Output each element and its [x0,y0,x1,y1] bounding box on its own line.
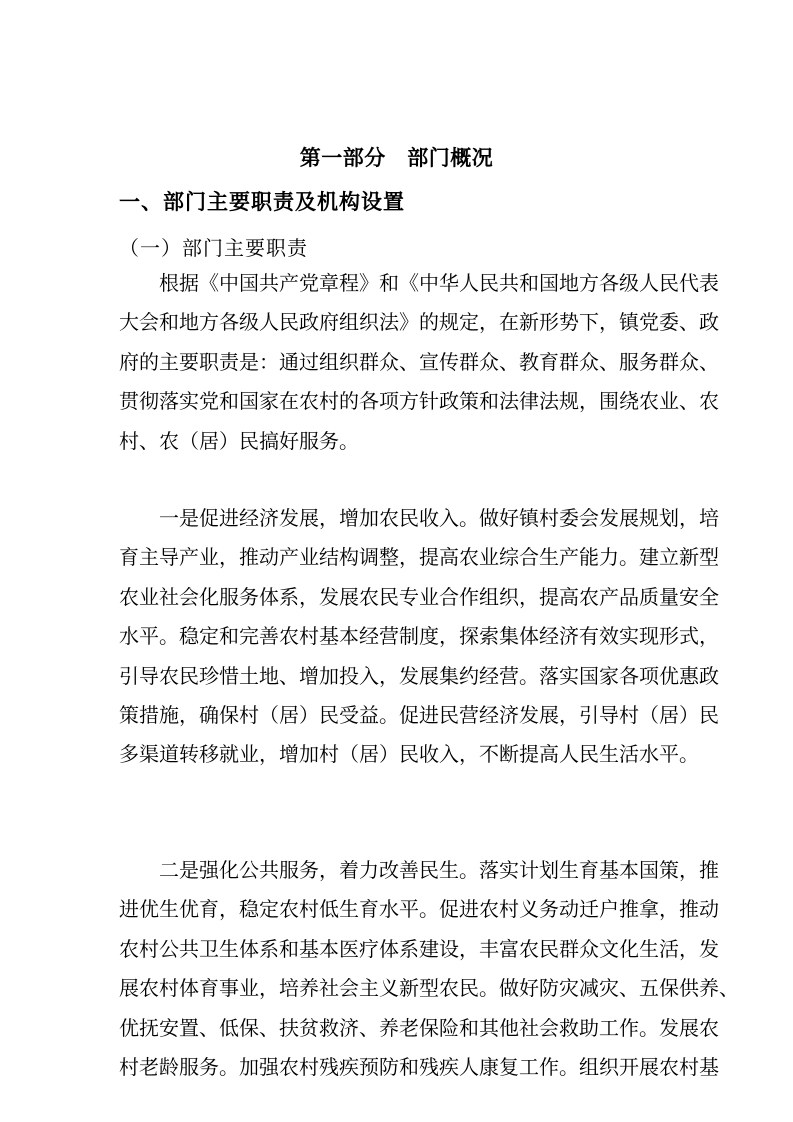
text-line: 村老龄服务。加强农村残疾预防和残疾人康复工作。组织开展农村基 [119,1054,719,1079]
text-line: 贯彻落实党和国家在农村的各项方针政策和法律法规，围绕农业、农 [119,389,719,414]
paragraph-economic-development [119,499,717,775]
text-line: 一是促进经济发展，增加农民收入。做好镇村委会发展规划，培 [159,506,719,530]
text-line: 进优生优育，稳定农村低生育水平。促进农村义务动迁户推拿，推动 [119,897,719,922]
text-line: 二是强化公共服务，着力改善民生。落实计划生育基本国策，推 [159,858,719,882]
text-line: 多渠道转移就业，增加村（居）民收入，不断提高人民生活水平。 [119,742,699,767]
paragraph-duties-intro [119,264,717,461]
text-line: 育主导产业，推动产业结构调整，提高农业综合生产能力。建立新型 [119,545,719,570]
subsection-heading: （一）部门主要职责 [119,236,308,260]
section-heading: 一、部门主要职责及机构设置 [119,190,405,214]
text-line: 大会和地方各级人民政府组织法》的规定，在新形势下，镇党委、政 [119,310,719,335]
text-line: 展农村体育事业，培养社会主义新型农民。做好防灾减灾、五保供养、 [119,976,739,1001]
paragraph-public-services [119,851,739,1087]
text-line: 根据《中国共产党章程》和《中华人民共和国地方各级人民代表 [159,271,719,295]
text-line: 农村公共卫生体系和基本医疗体系建设，丰富农民群众文化生活，发 [119,936,719,961]
text-line: 村、农（居）民搞好服务。 [119,428,359,453]
text-line: 策措施，确保村（居）民受益。促进民营经济发展，引导村（居）民 [119,702,719,727]
text-line: 优抚安置、低保、扶贫救济、养老保险和其他社会救助工作。发展农 [119,1015,719,1040]
text-line: 水平。稳定和完善农村基本经营制度，探索集体经济有效实现形式， [119,624,719,649]
text-line: 引导农民珍惜土地、增加投入，发展集约经营。落实国家各项优惠政 [119,663,719,688]
page-title: 第一部分 部门概况 [299,146,494,170]
text-line: 农业社会化服务体系，发展农民专业合作组织，提高农产品质量安全 [119,584,719,609]
text-line: 府的主要职责是：通过组织群众、宣传群众、教育群众、服务群众、 [119,349,719,374]
